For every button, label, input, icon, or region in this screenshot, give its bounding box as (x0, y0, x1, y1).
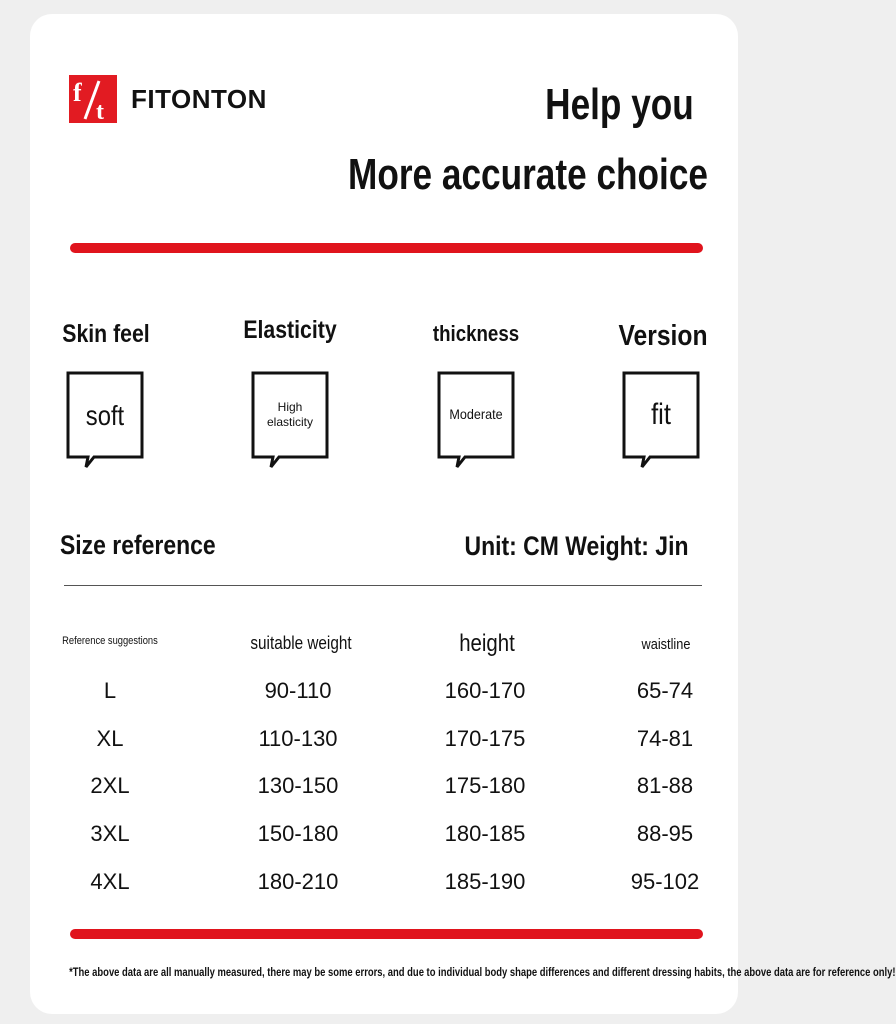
table-header-waistline: waistline (641, 636, 691, 653)
table-cell-height: 170-175 (444, 726, 526, 751)
svg-text:t: t (96, 99, 104, 125)
feature-bubble-elasticity (251, 371, 329, 459)
table-cell-weight: 150-180 (257, 821, 339, 846)
feature-label-skin-feel: Skin feel (62, 320, 150, 348)
table-cell-waistline: 74-81 (636, 726, 694, 751)
table-cell-height: 160-170 (444, 678, 526, 703)
table-header-weight: suitable weight (250, 633, 352, 653)
unit-note: Unit: CM Weight: Jin (464, 531, 688, 561)
table-cell-waistline: 81-88 (636, 773, 694, 798)
size-reference-title: Size reference (60, 530, 216, 560)
top-red-divider (70, 243, 703, 253)
table-cell-weight: 180-210 (257, 869, 339, 894)
table-header-height: height (459, 630, 515, 657)
table-cell-height: 180-185 (444, 821, 526, 846)
svg-text:f: f (73, 78, 82, 107)
feature-label-thickness: thickness (432, 321, 520, 346)
size-reference-divider (64, 585, 702, 586)
table-cell-weight: 90-110 (264, 678, 332, 703)
table-header-reference: Reference suggestions (62, 635, 158, 647)
table-cell-waistline: 65-74 (636, 678, 694, 703)
feature-bubble-version (622, 371, 700, 459)
feature-bubble-thickness (437, 371, 515, 459)
table-cell-size: 4XL (90, 869, 130, 894)
feature-value-skin-feel: soft (85, 399, 125, 431)
feature-value-version: fit (651, 398, 671, 432)
table-cell-height: 185-190 (444, 869, 526, 894)
feature-value-elasticity: High elasticity (267, 400, 314, 429)
table-cell-size: L (103, 678, 117, 703)
table-cell-weight: 110-130 (258, 726, 338, 751)
headline-line2: More accurate choice (348, 150, 708, 199)
table-cell-size: XL (96, 726, 124, 751)
table-cell-size: 2XL (90, 773, 130, 798)
feature-label-elasticity: Elasticity (243, 316, 337, 344)
table-cell-height: 175-180 (444, 773, 526, 798)
disclaimer-footnote: *The above data are all manually measured, there may be some errors, and due to individual body shape differences and different dressing habits, the above data are for reference only! (69, 967, 896, 979)
table-cell-weight: 130-150 (257, 773, 339, 798)
bottom-red-divider (70, 929, 703, 939)
feature-label-version: Version (618, 320, 708, 352)
table-cell-waistline: 95-102 (630, 869, 700, 894)
headline-line1: Help you (545, 80, 694, 129)
brand-name: FITONTON (131, 84, 267, 114)
feature-value-thickness: Moderate (449, 406, 503, 423)
brand-logo (69, 75, 117, 123)
table-cell-waistline: 88-95 (636, 821, 694, 846)
table-cell-size: 3XL (90, 821, 130, 846)
feature-bubble-skin-feel (66, 371, 144, 459)
